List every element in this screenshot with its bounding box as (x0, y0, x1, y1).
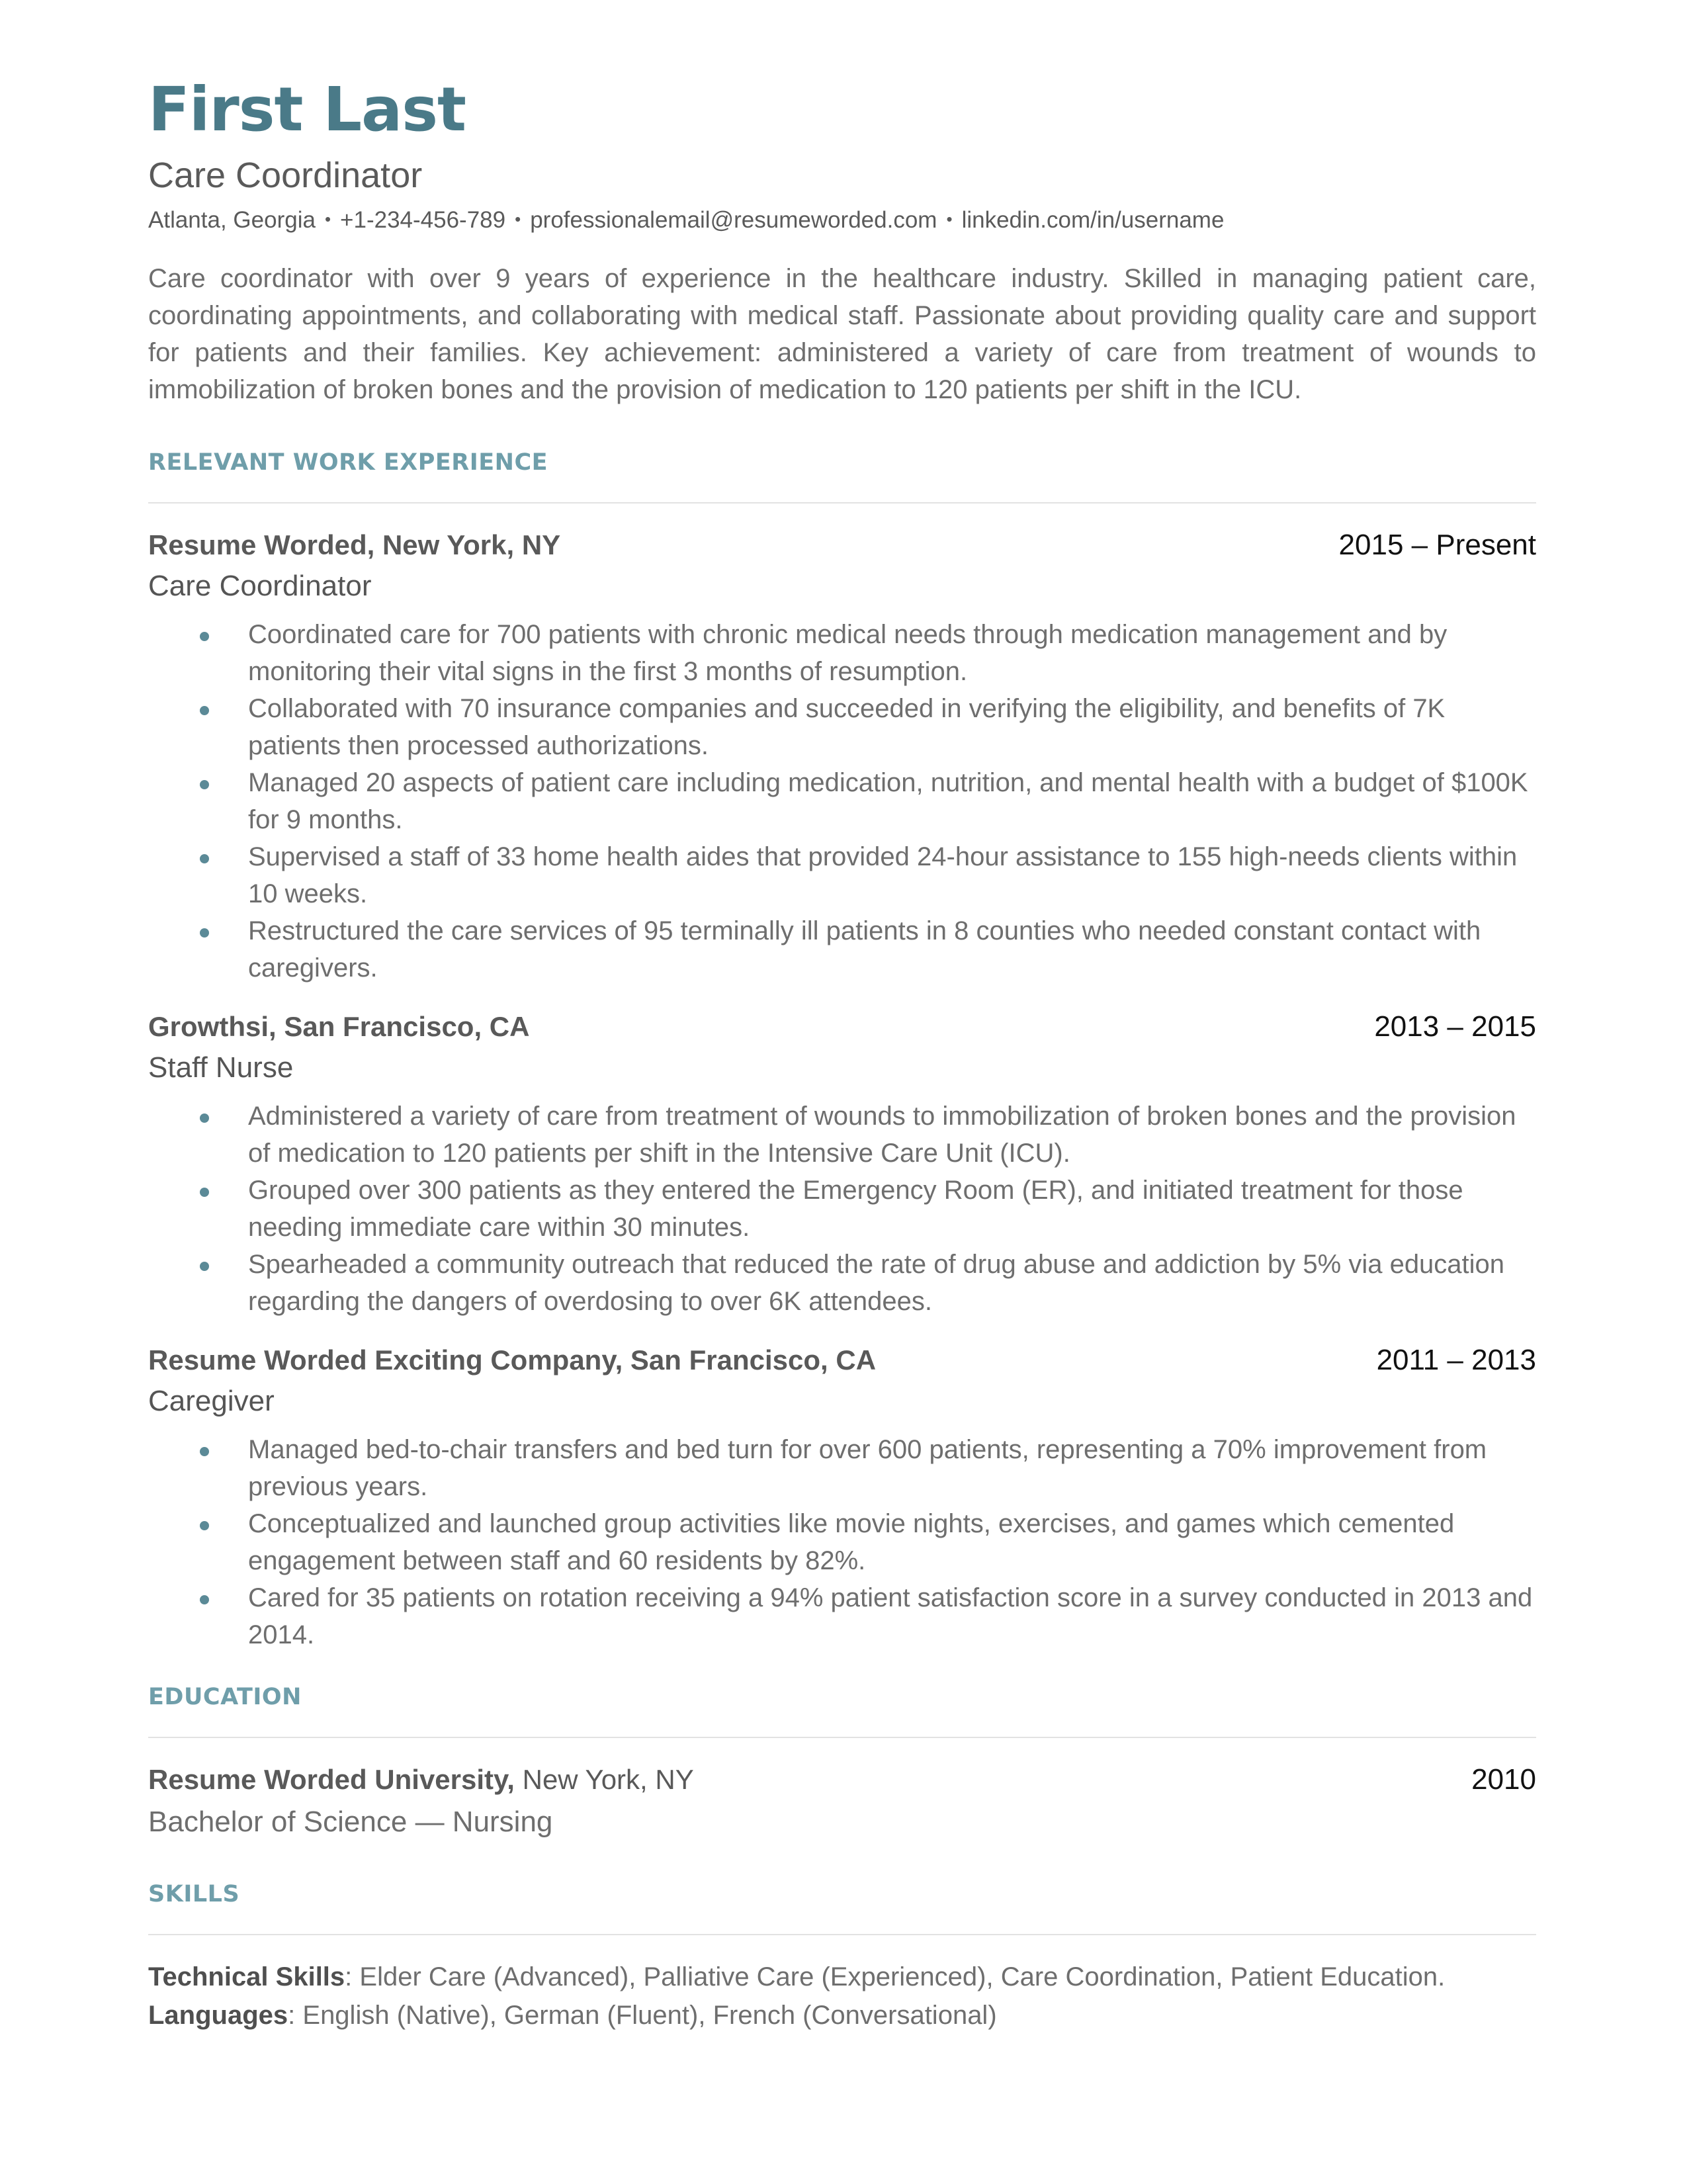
contact-separator: • (515, 209, 521, 230)
job-title: Care Coordinator (148, 570, 372, 603)
contact-location: Atlanta, Georgia (148, 207, 316, 234)
bullet-text: Coordinated care for 700 patients with chronic medical needs through medication management and by monitoring their vital signs in the first 3 months of resumption. (248, 620, 1448, 687)
bullet-text: Supervised a staff of 33 home health aides that provided 24-hour assistance to 155 high-needs clients within 10 weeks. (248, 842, 1518, 909)
experience-section (148, 449, 1536, 1653)
education-entry (148, 1763, 1536, 1839)
job-bullet (148, 1431, 1536, 1505)
section-title-experience: RELEVANT WORK EXPERIENCE (148, 449, 548, 476)
contact-linkedin[interactable]: linkedin.com/in/username (961, 207, 1225, 234)
candidate-role: Care Coordinator (148, 155, 423, 195)
job-bullet (148, 690, 1536, 764)
bullet-text: Collaborated with 70 insurance companies and succeeded in verifying the eligibility, and benefits of 7K patients then processed authorizations. (248, 694, 1446, 761)
bullet-dot-icon (200, 1262, 209, 1271)
bullet-text: Conceptualized and launched group activities like movie nights, exercises, and games which cemented engagement between staff and 60 residents by 82%. (248, 1509, 1455, 1576)
job-entry (148, 1010, 1536, 1320)
bullet-text: Cared for 35 patients on rotation receiving a 94% patient satisfaction score in a survey conducted in 2013 and 2014. (248, 1583, 1533, 1650)
bullet-dot-icon (200, 1188, 209, 1197)
education-degree: Bachelor of Science — Nursing (148, 1806, 553, 1839)
job-title: Staff Nurse (148, 1051, 294, 1084)
bullet-dot-icon (200, 854, 209, 863)
job-entry (148, 529, 1536, 986)
languages-label: Languages (148, 2001, 288, 2031)
job-title: Caregiver (148, 1385, 275, 1418)
section-divider (148, 1737, 1536, 1738)
job-entry (148, 1344, 1536, 1653)
education-year: 2010 (1471, 1763, 1536, 1796)
bullet-dot-icon (200, 1114, 209, 1123)
job-bullet (148, 838, 1536, 912)
bullet-text: Grouped over 300 patients as they entered the Emergency Room (ER), and initiated treatment for those needing immediate care within 30 minutes. (248, 1176, 1463, 1243)
education-location: New York, NY (522, 1764, 694, 1796)
education-section (148, 1684, 1536, 1839)
bullet-dot-icon (200, 780, 209, 789)
bullet-text: Managed bed-to-chair transfers and bed turn for over 600 patients, representing a 70% improvement from previous years. (248, 1435, 1487, 1502)
job-bullet-list (148, 616, 1536, 986)
technical-skills-line (148, 1958, 1536, 1996)
resume-page (148, 74, 1536, 2034)
candidate-name: First Last (148, 74, 466, 145)
job-bullet (148, 1579, 1536, 1653)
job-bullet (148, 616, 1536, 690)
contact-separator: • (946, 209, 953, 230)
section-title-skills: SKILLS (148, 1881, 240, 1908)
bullet-text: Spearheaded a community outreach that reduced the rate of drug abuse and addiction by 5% via education regarding the dangers of overdosing to over 6K attendees. (248, 1250, 1505, 1317)
summary-paragraph: Care coordinator with over 9 years of experience in the healthcare industry. Skilled in managing patient care, coordinating appointments, and collaborating with medical staff. Passionate about providing quality care and support for patients and their families. Key achievement: administered a variety of care from treatment of wounds to immobilization of broken bones and the provision of medication to 120 patients per shift in the ICU. (148, 264, 1536, 405)
job-bullet-list (148, 1431, 1536, 1653)
job-bullet (148, 1505, 1536, 1579)
bullet-dot-icon (200, 1595, 209, 1604)
bullet-text: Restructured the care services of 95 terminally ill patients in 8 counties who needed constant contact with caregivers. (248, 916, 1481, 983)
bullet-dot-icon (200, 706, 209, 715)
bullet-dot-icon (200, 1521, 209, 1530)
job-company: Resume Worded, New York, NY (148, 529, 561, 561)
languages-value: : English (Native), German (Fluent), French (Conversational) (288, 2001, 997, 2031)
job-bullet (148, 1172, 1536, 1246)
section-divider (148, 502, 1536, 503)
section-divider (148, 1934, 1536, 1935)
education-header (148, 1763, 1536, 1796)
bullet-dot-icon (200, 632, 209, 641)
job-header (148, 1010, 1536, 1043)
technical-skills-label: Technical Skills (148, 1962, 345, 1992)
contact-email[interactable]: professionalemail@resumeworded.com (530, 207, 937, 234)
skills-body (148, 1958, 1536, 2034)
contact-phone: +1-234-456-789 (340, 207, 506, 234)
technical-skills-value: : Elder Care (Advanced), Palliative Care (Experienced), Care Coordination, Patient Education. (345, 1962, 1446, 1992)
skills-section (148, 1881, 1536, 2034)
education-school: Resume Worded University, (148, 1764, 515, 1796)
job-bullet (148, 912, 1536, 986)
job-header (148, 1344, 1536, 1377)
job-dates: 2013 – 2015 (1374, 1010, 1536, 1043)
languages-line (148, 1996, 1536, 2034)
job-bullet-list (148, 1098, 1536, 1320)
job-company: Growthsi, San Francisco, CA (148, 1011, 530, 1043)
bullet-text: Administered a variety of care from treatment of wounds to immobilization of broken bones and the provision of medication to 120 patients per shift in the Intensive Care Unit (ICU). (248, 1102, 1516, 1168)
job-dates: 2011 – 2013 (1376, 1344, 1536, 1377)
contact-separator: • (324, 209, 331, 230)
job-company: Resume Worded Exciting Company, San Francisco, CA (148, 1344, 877, 1376)
contact-line (148, 207, 1536, 234)
education-school-line (148, 1764, 694, 1796)
job-header (148, 529, 1536, 562)
job-bullet (148, 764, 1536, 838)
job-bullet (148, 1246, 1536, 1320)
section-title-education: EDUCATION (148, 1684, 302, 1711)
bullet-dot-icon (200, 1447, 209, 1456)
bullet-dot-icon (200, 928, 209, 938)
job-bullet (148, 1098, 1536, 1172)
job-dates: 2015 – Present (1338, 529, 1536, 562)
bullet-text: Managed 20 aspects of patient care including medication, nutrition, and mental health with a budget of $100K for 9 months. (248, 768, 1528, 835)
